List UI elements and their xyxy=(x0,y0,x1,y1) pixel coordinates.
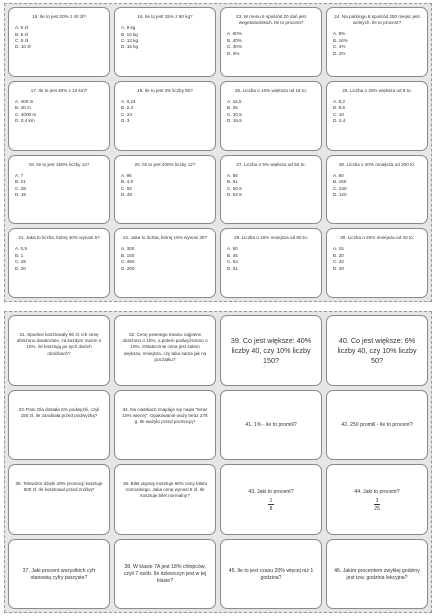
question-text: 15. Ile to jest 20% z 40 zł? xyxy=(32,14,86,19)
answer-option: C. 4000 m xyxy=(15,111,37,117)
question-text: 24. Na parkingu 8 spośród 200 miejsc jest wolnych. Ile to procent? xyxy=(334,14,420,26)
answer-option: B. 150 xyxy=(121,252,135,258)
quiz-card xyxy=(8,81,110,151)
answer-options xyxy=(121,246,209,272)
question-text: 40. Co jest większe: 6% liczby 40, czy 10% liczby 50? xyxy=(337,336,417,366)
fraction-denominator: 25 xyxy=(374,505,380,512)
answer-option: B. 40% xyxy=(227,37,242,43)
answer-options xyxy=(227,31,315,57)
answer-option: B. 25 xyxy=(227,105,238,111)
answer-option: B. 10 kg xyxy=(121,31,138,37)
quiz-card xyxy=(8,155,110,225)
answer-options xyxy=(227,99,315,125)
answer-option: B. 9,6 xyxy=(333,105,346,111)
fraction xyxy=(374,498,380,512)
question-text: 42. 250 promili - ile to procent? xyxy=(341,422,413,429)
quiz-card-38 xyxy=(114,539,216,610)
quiz-card xyxy=(220,7,322,77)
question-text: 38. W klasie 7A jest 18% chłopców, czyli 7 osób. Ile dziewczyn jest w tej klasie? xyxy=(123,564,207,585)
question-text: 31. Spodnie kosztowały 80 zł. Ich cenę obniżono dwukrotnie, za każdym razem o 10%. Ile kosztują po tych dwóch obniżkach? xyxy=(16,332,102,356)
answer-option: D. 3 xyxy=(121,118,130,124)
answer-option: A. 400 m xyxy=(15,98,34,104)
quiz-card xyxy=(114,7,216,77)
answer-option: C. 4% xyxy=(333,44,346,50)
card-sheet-2 xyxy=(4,311,432,613)
answer-option: A. 0,5 xyxy=(15,246,28,252)
question-text: 32. Cenę pewnego towaru najpierw obniżono o 10%, a potem podwyższono o 10%. Ostatecznie cena jest zatem większa, mniejsza, czy taka sama jak na początku? xyxy=(122,332,208,362)
answer-option: C. 32 xyxy=(333,259,344,265)
answer-option: D. 52,5 xyxy=(227,191,242,197)
answer-option: C. 12 kg xyxy=(121,38,139,44)
question-text: 46. Jakim procentem zwykłej godziny jest tzw. godzina lekcyjna? xyxy=(334,567,420,581)
answer-option: A. 60% xyxy=(227,31,242,37)
quiz-card xyxy=(114,81,216,151)
quiz-card xyxy=(220,155,322,225)
answer-option: D. 2,4 xyxy=(333,118,346,124)
answer-option: B. 4,8 xyxy=(121,179,134,185)
question-text: 35. Telewizor dzięki 20% promocji kosztuje 600 zł. Ile kosztował przed zniżką? xyxy=(15,481,103,493)
answer-option: D. 0,4 km xyxy=(15,118,35,124)
question-text: 18. Ile to jest 3% liczby 80? xyxy=(137,87,193,93)
answer-option: C. 240 xyxy=(333,185,347,191)
question-text: 25. Liczba o 10% większa od 15 to: xyxy=(234,87,307,93)
quiz-card-46 xyxy=(326,539,428,610)
answer-option: D. 18,5 xyxy=(227,118,242,124)
quiz-card-37 xyxy=(8,539,110,610)
answer-option: D. 6% xyxy=(227,50,240,56)
question-text: 16. Ile to jest 15% z 60 kg? xyxy=(137,14,193,19)
question-text: 19. Ile to jest 150% liczby 14? xyxy=(28,161,90,167)
answer-options xyxy=(15,246,103,272)
answer-option: A. 16,5 xyxy=(227,98,242,104)
answer-option: B. 5 zł xyxy=(15,31,28,37)
quiz-card-33 xyxy=(8,390,110,461)
quiz-card xyxy=(8,228,110,298)
quiz-card-43 xyxy=(220,464,322,535)
answer-option: C. 450 xyxy=(121,259,135,265)
quiz-card xyxy=(114,228,216,298)
answer-option: B. 20 xyxy=(333,252,344,258)
answer-option: D. 30 xyxy=(333,265,344,271)
answer-options xyxy=(121,25,209,51)
quiz-card-41 xyxy=(220,390,322,461)
question-text: 27. Liczba o 5% większa od 50 to: xyxy=(236,161,306,167)
quiz-card-grid-2 xyxy=(8,315,428,609)
question-text: 34. Na ciastkach znajduje się napis "teraz 15% więcej". Opakowanie waży teraz 276 g. Ile ważyło przed promocją? xyxy=(122,406,208,424)
card-sheet-1 xyxy=(4,3,432,302)
quiz-card-40 xyxy=(326,315,428,386)
answer-option: D. 2% xyxy=(333,50,346,56)
question-text: 30. Liczba o 25% mniejsza od 40 to: xyxy=(340,235,414,241)
answer-option: A. 80 xyxy=(333,172,344,178)
quiz-card-grid-1 xyxy=(8,7,428,298)
answer-option: C. 10 xyxy=(333,111,344,117)
quiz-card xyxy=(326,7,428,77)
question-text: 37. Jaki procent wszystkich cyfr stanowią cyfry parzyste? xyxy=(22,567,96,581)
quiz-card-35 xyxy=(8,464,110,535)
answer-option: A. 7 xyxy=(15,172,24,178)
answer-option: B. 45 xyxy=(227,252,238,258)
answer-option: C. 30% xyxy=(227,44,243,50)
answer-option: B. 21 xyxy=(15,179,26,185)
question-text: 43. Jaki to procent? xyxy=(248,488,294,495)
question-text: 21. Jaka to liczba, której 20% wynosi 5? xyxy=(18,235,100,241)
answer-option: C. 50,5 xyxy=(227,185,242,191)
answer-option: A. 8,2 xyxy=(333,98,346,104)
answer-options xyxy=(15,25,103,51)
answer-option: D. 48 xyxy=(121,191,132,197)
answer-options xyxy=(227,173,315,199)
answer-option: D. 10 zł xyxy=(15,44,31,50)
answer-options xyxy=(121,173,209,199)
answer-option: A. 15 xyxy=(333,246,344,252)
question-text: 39. Co jest większe: 40% liczby 40, czy 10% liczby 150? xyxy=(230,336,312,366)
quiz-card-44 xyxy=(326,464,428,535)
question-text: 36. Bilet ulgowy kosztuje 60% ceny biletu normalnego. Jaka cenę wynosi 5 zł. Ile kosztuje bilet normalny? xyxy=(122,481,207,499)
answer-option: A. 6 zł xyxy=(15,25,28,31)
question-text: 17. Ile to jest 40% z 10 km? xyxy=(30,87,88,93)
answer-option: D. 15 kg xyxy=(121,44,139,50)
quiz-card-45 xyxy=(220,539,322,610)
answer-options xyxy=(15,99,103,125)
answer-options xyxy=(333,246,421,272)
answer-options xyxy=(333,31,421,57)
answer-option: B. 160 xyxy=(333,179,347,185)
answer-option: C. 24 xyxy=(121,111,132,117)
quiz-card-34 xyxy=(114,390,216,461)
answer-option: D. 200 xyxy=(121,265,135,271)
answer-option: C. 8 zł xyxy=(15,38,29,44)
answer-option: D. 20 xyxy=(15,265,26,271)
answer-option: B. 1 xyxy=(15,252,24,258)
question-text: 33. Pani Ola dostała 5% podwyżki, czyli 150 zł. Ile zarabiała przed podwyżką? xyxy=(18,406,100,418)
answer-option: A. 0,24 xyxy=(121,98,136,104)
answer-option: C. 25 xyxy=(15,259,26,265)
answer-option: B. 51 xyxy=(227,179,238,185)
quiz-card xyxy=(326,81,428,151)
question-text: 44. Jaki to procent? xyxy=(354,488,400,495)
answer-option: A. 96 xyxy=(121,172,132,178)
answer-option: A. 55 xyxy=(227,172,238,178)
answer-option: A. 9 kg xyxy=(121,25,136,31)
quiz-card-36 xyxy=(114,464,216,535)
answer-option: C. 28 xyxy=(15,185,26,191)
question-text: 26. Liczba o 20% większa od 8 to: xyxy=(342,87,412,93)
quiz-card xyxy=(220,81,322,151)
quiz-card-42 xyxy=(326,390,428,461)
quiz-card xyxy=(326,228,428,298)
answer-option: A. 300 xyxy=(121,246,135,252)
quiz-card xyxy=(220,228,322,298)
fraction-numerator: 3 xyxy=(375,497,379,504)
quiz-card xyxy=(114,155,216,225)
quiz-card-39 xyxy=(220,315,322,386)
answer-option: C. 54 xyxy=(227,259,238,265)
fraction-denominator: 8 xyxy=(269,505,273,512)
fraction-numerator: 1 xyxy=(269,497,273,504)
answer-option: A. 8% xyxy=(333,31,346,37)
answer-options xyxy=(15,173,103,199)
answer-options xyxy=(333,99,421,125)
answer-option: C. 92 xyxy=(121,185,132,191)
answer-option: C. 20,5 xyxy=(227,111,242,117)
answer-option: D. 15 xyxy=(15,191,26,197)
fraction xyxy=(268,498,274,512)
quiz-card xyxy=(8,7,110,77)
question-text: 28. Liczba o 40% mniejsza od 200 to: xyxy=(338,161,416,167)
question-text: 45. Ile to jest czasu 20% więcej niż 1 godzina? xyxy=(228,567,314,581)
answer-option: D. 51 xyxy=(227,265,238,271)
answer-options xyxy=(227,246,315,272)
quiz-card xyxy=(326,155,428,225)
question-text: 23. W menu 6 spośród 20 dań jest wegetariańskich. Ile to procent? xyxy=(236,14,306,26)
question-text: 22. Jaka to liczba, której 15% wynosi 30? xyxy=(122,235,207,241)
question-text: 20. Ile to jest 400% liczby 12? xyxy=(134,161,196,167)
answer-options xyxy=(333,173,421,199)
answer-option: B. 40 m xyxy=(15,105,31,111)
answer-option: B. 16% xyxy=(333,37,348,43)
answer-option: A. 50 xyxy=(227,246,238,252)
question-text: 29. Liczba o 15% mniejsza od 60 to: xyxy=(234,235,308,241)
quiz-card-32 xyxy=(114,315,216,386)
quiz-card-31 xyxy=(8,315,110,386)
answer-option: B. 2,4 xyxy=(121,105,134,111)
answer-option: D. 120 xyxy=(333,191,347,197)
answer-options xyxy=(121,99,209,125)
question-text: 41. 1% - ile to promili? xyxy=(245,422,297,429)
